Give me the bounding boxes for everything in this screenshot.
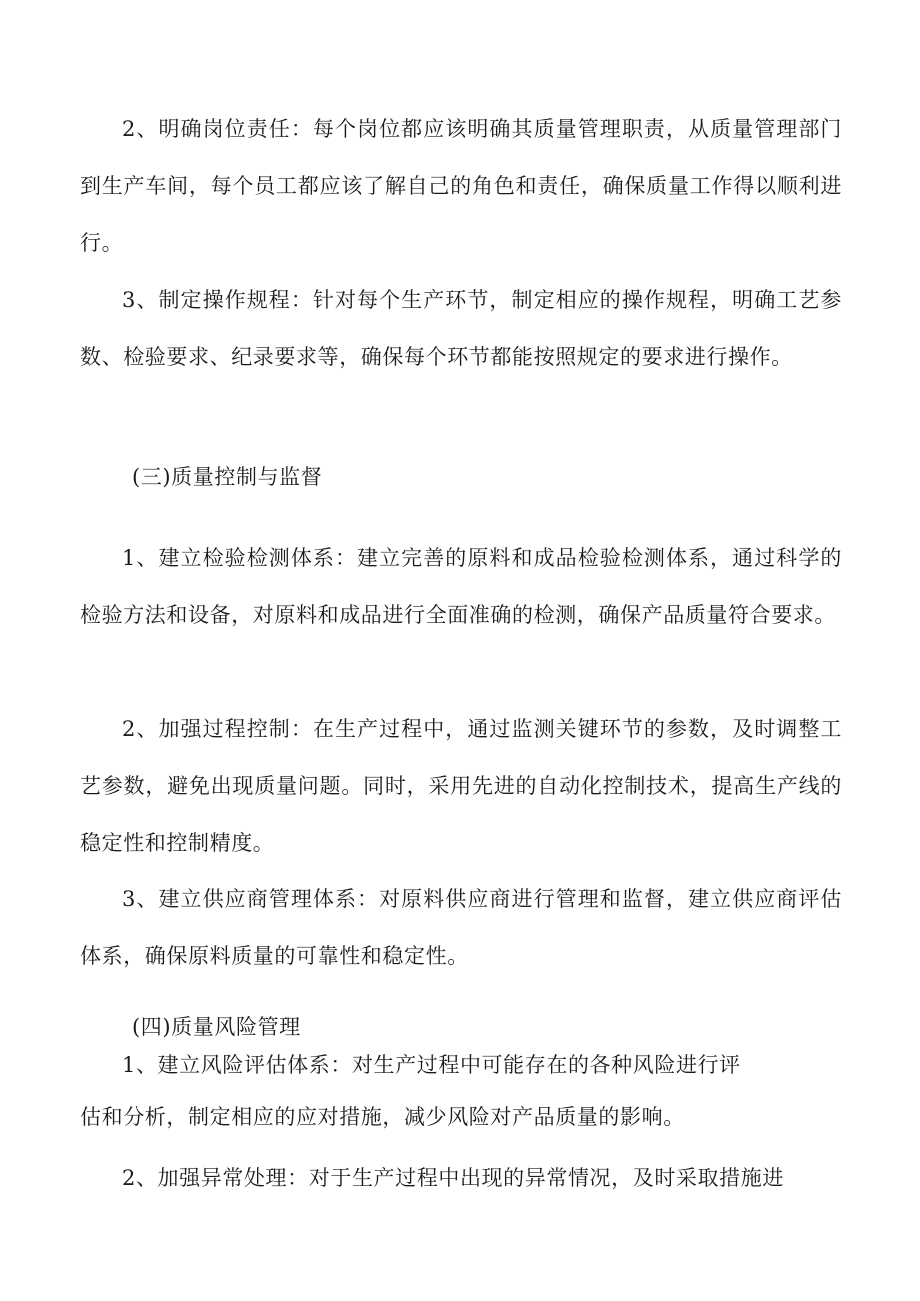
section-heading-quality-control: (三)质量控制与监督	[132, 465, 323, 489]
paragraph-risk-assessment-line-1: 1、建立风险评估体系：对生产过程中可能存在的各种风险进行评	[122, 1053, 741, 1077]
section-heading-risk-management: (四)质量风险管理	[132, 1015, 301, 1039]
paragraph-risk-assessment-line-2: 估和分析，制定相应的应对措施，减少风险对产品质量的影响。	[80, 1105, 685, 1129]
paragraph-supplier-management: 3、建立供应商管理体系：对原料供应商进行管理和监督，建立供应商评估体系，确保原料质量的可靠性和稳定性。	[80, 887, 842, 968]
paragraph-operating-procedures: 3、制定操作规程：针对每个生产环节，制定相应的操作规程，明确工艺参数、检验要求、纪录要求等，确保每个环节都能按照规定的要求进行操作。	[80, 288, 842, 369]
paragraph-inspection-system: 1、建立检验检测体系：建立完善的原料和成品检验检测体系，通过科学的检验方法和设备，对原料和成品进行全面准确的检测，确保产品质量符合要求。	[80, 546, 842, 627]
paragraph-exception-handling: 2、加强异常处理：对于生产过程中出现的异常情况，及时采取措施进	[122, 1166, 784, 1190]
paragraph-process-control: 2、加强过程控制：在生产过程中，通过监测关键环节的参数，及时调整工艺参数，避免出现质量问题。同时，采用先进的自动化控制技术，提高生产线的稳定性和控制精度。	[80, 717, 842, 855]
paragraph-job-responsibility: 2、明确岗位责任：每个岗位都应该明确其质量管理职责，从质量管理部门到生产车间，每个员工都应该了解自己的角色和责任，确保质量工作得以顺利进行。	[80, 117, 842, 255]
